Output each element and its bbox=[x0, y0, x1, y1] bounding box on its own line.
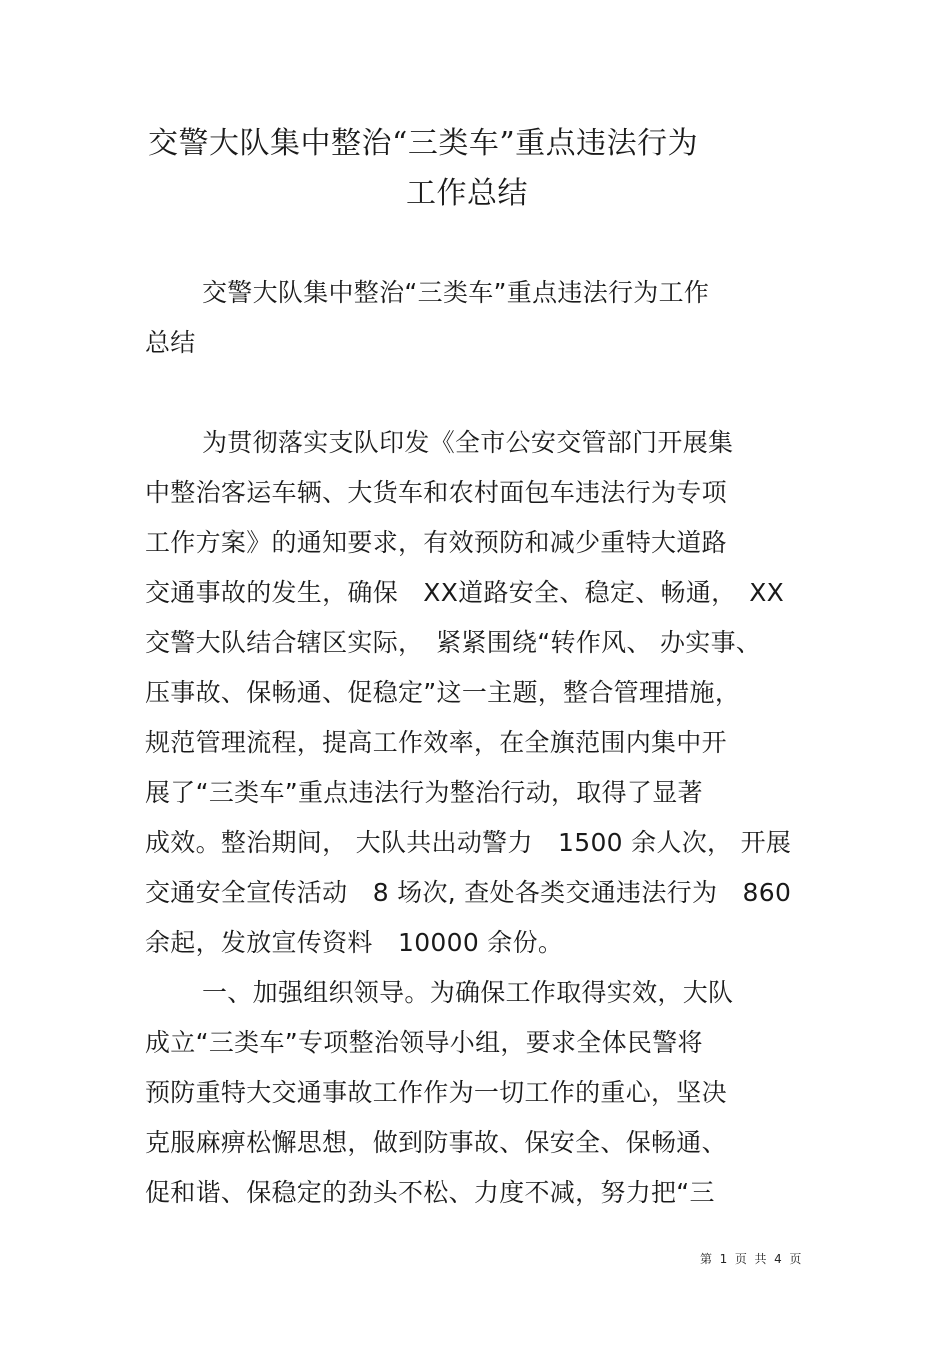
body-line: 克服麻痹松懈思想，做到防事故、保安全、保畅通、 bbox=[145, 1128, 727, 1157]
body-line: 预防重特大交通事故工作作为一切工作的重心，坚决 bbox=[145, 1078, 727, 1107]
body-line: 为贯彻落实支队印发《全市公安交管部门开展集 bbox=[202, 428, 734, 457]
body-line: 工作方案》的通知要求，有效预防和减少重特大道路 bbox=[145, 528, 727, 557]
body-line: 压事故、保畅通、促稳定”这一主题，整合管理措施， bbox=[145, 678, 741, 707]
body-line: 展了“三类车”重点违法行为整治行动，取得了显著 bbox=[145, 778, 703, 807]
subtitle-line-2: 总结 bbox=[145, 328, 196, 357]
document-title-line-2: 工作总结 bbox=[406, 176, 528, 211]
body-line: 交通安全宣传活动 8 场次, 查处各类交通违法行为 860 bbox=[145, 878, 792, 907]
body-line: 成立“三类车”专项整治领导小组，要求全体民警将 bbox=[145, 1028, 703, 1057]
page-number-footer: 第 1 页 共 4 页 bbox=[700, 1252, 802, 1266]
body-line: 促和谐、保稳定的劲头不松、力度不减，努力把“三 bbox=[145, 1178, 715, 1207]
body-line: 交通事故的发生，确保 XX道路安全、稳定、畅通， XX bbox=[145, 578, 785, 607]
body-line: 交警大队结合辖区实际， 紧紧围绕“转作风、 办实事、 bbox=[145, 628, 762, 657]
document-title-line-1: 交警大队集中整治“三类车”重点违法行为 bbox=[148, 126, 699, 161]
subtitle-line-1: 交警大队集中整治“三类车”重点违法行为工作 bbox=[202, 278, 710, 307]
body-line: 中整治客运车辆、大货车和农村面包车违法行为专项 bbox=[145, 478, 727, 507]
body-line: 余起，发放宣传资料 10000 余份。 bbox=[145, 928, 564, 957]
body-line: 成效。整治期间， 大队共出动警力 1500 余人次， 开展 bbox=[145, 828, 792, 857]
body-line: 规范管理流程，提高工作效率，在全旗范围内集中开 bbox=[145, 728, 727, 757]
body-line: 一、加强组织领导。为确保工作取得实效，大队 bbox=[202, 978, 734, 1007]
